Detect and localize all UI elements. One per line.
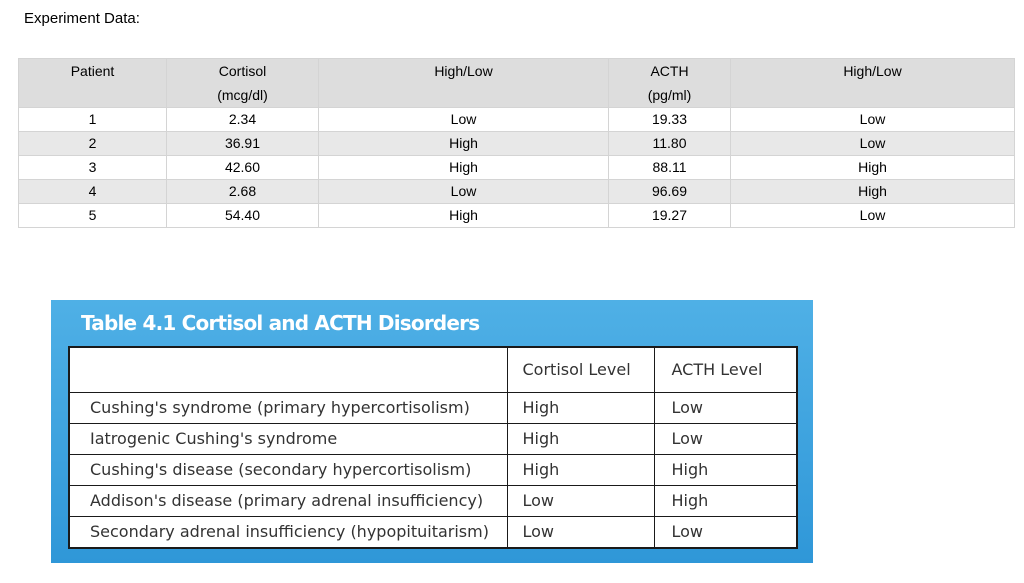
- cell-cortisol: 2.68: [167, 180, 319, 204]
- reference-header-cortisol: Cortisol Level: [507, 347, 654, 393]
- reference-row: [69, 486, 797, 517]
- cell-cortisol: 42.60: [167, 156, 319, 180]
- experiment-data-heading: Experiment Data:: [24, 10, 140, 27]
- table-row: [19, 132, 1015, 156]
- reference-cortisol-level: High: [507, 393, 654, 424]
- cell-patient: 3: [19, 156, 167, 180]
- reference-acth-level: High: [654, 455, 797, 486]
- header-label: ACTH: [650, 63, 689, 79]
- cell-acth: 88.11: [609, 156, 731, 180]
- reference-row: [69, 455, 797, 486]
- cell-patient: 4: [19, 180, 167, 204]
- reference-disorder: Cushing's syndrome (primary hypercortisolism): [69, 393, 507, 424]
- reference-disorder: Addison's disease (primary adrenal insufficiency): [69, 486, 507, 517]
- cell-acth: 96.69: [609, 180, 731, 204]
- cell-acth-level: High: [731, 180, 1015, 204]
- reference-acth-level: Low: [654, 517, 797, 549]
- cell-cortisol-level: Low: [319, 180, 609, 204]
- cell-acth-level: Low: [731, 204, 1015, 228]
- table-row: [19, 156, 1015, 180]
- cell-cortisol-level: High: [319, 132, 609, 156]
- cell-cortisol-level: High: [319, 156, 609, 180]
- reference-table: [68, 346, 798, 549]
- reference-table-title: Table 4.1 Cortisol and ACTH Disorders: [81, 311, 480, 335]
- reference-row: [69, 393, 797, 424]
- cell-acth: 11.80: [609, 132, 731, 156]
- header-label: High/Low: [843, 63, 902, 79]
- reference-header-acth: ACTH Level: [654, 347, 797, 393]
- cell-acth-level: Low: [731, 108, 1015, 132]
- reference-header-row: [69, 347, 797, 393]
- header-label: High/Low: [434, 63, 493, 79]
- reference-acth-level: High: [654, 486, 797, 517]
- reference-header-disorder: [69, 347, 507, 393]
- reference-disorder: Secondary adrenal insufficiency (hypopituitarism): [69, 517, 507, 549]
- reference-row: [69, 424, 797, 455]
- reference-acth-level: Low: [654, 424, 797, 455]
- reference-cortisol-level: Low: [507, 517, 654, 549]
- header-cell-cortisol: [167, 59, 319, 108]
- cell-acth-level: Low: [731, 132, 1015, 156]
- cell-cortisol-level: Low: [319, 108, 609, 132]
- cell-acth: 19.33: [609, 108, 731, 132]
- header-cell-acth: [609, 59, 731, 108]
- cell-patient: 1: [19, 108, 167, 132]
- cell-acth: 19.27: [609, 204, 731, 228]
- header-label: Patient: [70, 63, 115, 79]
- reference-disorder: Iatrogenic Cushing's syndrome: [69, 424, 507, 455]
- header-cell-cortisol-high-low: [319, 59, 609, 108]
- reference-disorder: Cushing's disease (secondary hypercortisolism): [69, 455, 507, 486]
- header-label: Cortisol: [218, 63, 267, 79]
- cell-cortisol: 36.91: [167, 132, 319, 156]
- cell-patient: 2: [19, 132, 167, 156]
- cell-cortisol: 2.34: [167, 108, 319, 132]
- header-unit: (mcg/dl): [217, 87, 268, 103]
- cell-acth-level: High: [731, 156, 1015, 180]
- reference-cortisol-level: Low: [507, 486, 654, 517]
- reference-cortisol-level: High: [507, 455, 654, 486]
- reference-cortisol-level: High: [507, 424, 654, 455]
- header-cell-acth-high-low: [731, 59, 1015, 108]
- reference-row: [69, 517, 797, 549]
- table-row: [19, 204, 1015, 228]
- experiment-data-table: [18, 58, 1015, 228]
- cell-cortisol-level: High: [319, 204, 609, 228]
- reference-acth-level: Low: [654, 393, 797, 424]
- table-row: [19, 180, 1015, 204]
- header-cell-patient: [19, 59, 167, 108]
- cell-patient: 5: [19, 204, 167, 228]
- reference-table-panel: [51, 300, 813, 563]
- cell-cortisol: 54.40: [167, 204, 319, 228]
- experiment-table-header-row: [19, 59, 1015, 108]
- header-unit: (pg/ml): [647, 87, 692, 103]
- table-row: [19, 108, 1015, 132]
